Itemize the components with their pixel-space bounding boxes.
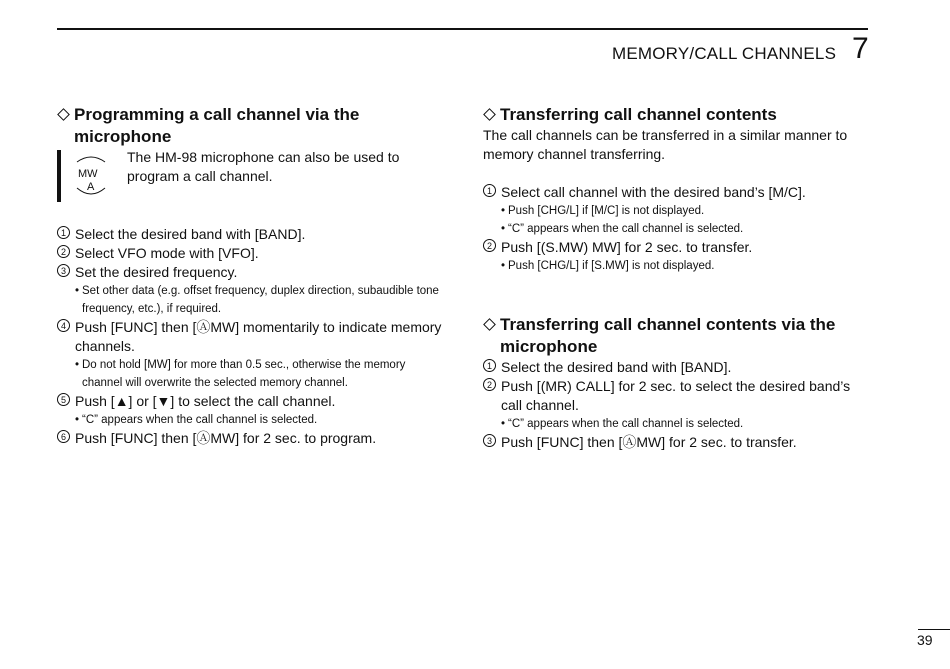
step-text: Select the desired band with [BAND]. (501, 359, 732, 375)
step-number: 1 (483, 359, 496, 372)
microphone-key-icon (57, 150, 107, 202)
header-rule (57, 28, 868, 30)
right-heading-2-text: Transferring call channel contents via the microphone (500, 315, 836, 356)
step-number: 3 (483, 434, 496, 447)
step-number: 2 (483, 378, 496, 391)
list-item (483, 183, 869, 202)
note-text: Push [CHG/L] if [M/C] is not displayed. (508, 205, 705, 217)
left-column (57, 104, 443, 148)
note: • Do not hold [MW] for more than 0.5 sec., otherwise the memory channel will overwrite the selected memory channel. (57, 356, 443, 392)
step-text: Push [FUNC] then [ⒶMW] for 2 sec. to program. (75, 430, 377, 446)
step-text: Select VFO mode with [VFO]. (75, 245, 259, 261)
note: • Push [CHG/L] if [S.MW] is not displayed. (483, 257, 869, 275)
step-number: 3 (57, 264, 70, 277)
mic-key-bottom-label: A (87, 181, 95, 193)
step-number: 2 (483, 239, 496, 252)
list-item (483, 358, 869, 377)
step-number: 4 (57, 319, 70, 332)
footer-rule (918, 629, 950, 630)
note-text: Push [CHG/L] if [S.MW] is not displayed. (508, 260, 715, 272)
step-text: Select call channel with the desired band’s [M/C]. (501, 184, 806, 200)
left-heading (57, 104, 443, 148)
list-item (57, 244, 443, 263)
note-text: “C” appears when the call channel is selected. (508, 418, 744, 430)
note: • Set other data (e.g. offset frequency, duplex direction, subaudible tone frequency, etc.), if required. (57, 282, 443, 318)
right-heading-2 (483, 314, 869, 358)
step-number: 5 (57, 393, 70, 406)
step-text: Set the desired frequency. (75, 264, 238, 280)
note: • “C” appears when the call channel is selected. (57, 411, 443, 429)
step-text: Push [(MR) CALL] for 2 sec. to select the desired band’s call channel. (501, 378, 851, 413)
left-intro (127, 148, 443, 186)
note-text: Do not hold [MW] for more than 0.5 sec., otherwise the memory channel will overwrite the selected memory channel. (82, 359, 406, 389)
step-text: Push [FUNC] then [ⒶMW] for 2 sec. to transfer. (501, 434, 797, 450)
note: • “C” appears when the call channel is selected. (483, 220, 869, 238)
note: • Push [CHG/L] if [M/C] is not displayed. (483, 202, 869, 220)
list-item (483, 433, 869, 452)
step-text: Push [FUNC] then [ⒶMW] momentarily to indicate memory channels. (75, 319, 442, 354)
note: • “C” appears when the call channel is selected. (483, 415, 869, 433)
step-text: Push [(S.MW) MW] for 2 sec. to transfer. (501, 239, 753, 255)
step-number: 1 (57, 226, 70, 239)
right-section-1 (483, 104, 869, 275)
list-item (57, 225, 443, 244)
list-item (57, 429, 443, 448)
section-title: MEMORY/CALL CHANNELS (612, 44, 837, 63)
chapter-number: 7 (852, 32, 869, 65)
diamond-icon (57, 108, 70, 121)
right-heading-1-text: Transferring call channel contents (500, 105, 777, 124)
step-text: Select the desired band with [BAND]. (75, 226, 306, 242)
note-text: Set other data (e.g. offset frequency, duplex direction, subaudible tone frequency, etc.), if required. (82, 285, 439, 315)
list-item (57, 263, 443, 282)
right-intro-text: The call channels can be transferred in a similar manner to memory channel transferring. (483, 127, 848, 162)
step-text: Push [▲] or [▼] to select the call channel. (75, 393, 336, 409)
step-number: 2 (57, 245, 70, 258)
list-item (483, 238, 869, 257)
note-text: “C” appears when the call channel is selected. (82, 414, 318, 426)
right-section-2 (483, 314, 869, 452)
diamond-icon (483, 108, 496, 121)
note-text: “C” appears when the call channel is selected. (508, 223, 744, 235)
left-intro-text: The HM-98 microphone can also be used to program a call channel. (127, 149, 400, 184)
page-number: 39 (917, 632, 933, 648)
left-steps (57, 225, 443, 448)
mic-key-top-label: MW (78, 168, 98, 180)
list-item (57, 318, 443, 356)
left-heading-text: Programming a call channel via the microphone (74, 105, 360, 146)
diamond-icon (483, 318, 496, 331)
step-number: 6 (57, 430, 70, 443)
right-heading-1 (483, 104, 869, 126)
list-item (57, 392, 443, 411)
step-number: 1 (483, 184, 496, 197)
list-item (483, 377, 869, 415)
